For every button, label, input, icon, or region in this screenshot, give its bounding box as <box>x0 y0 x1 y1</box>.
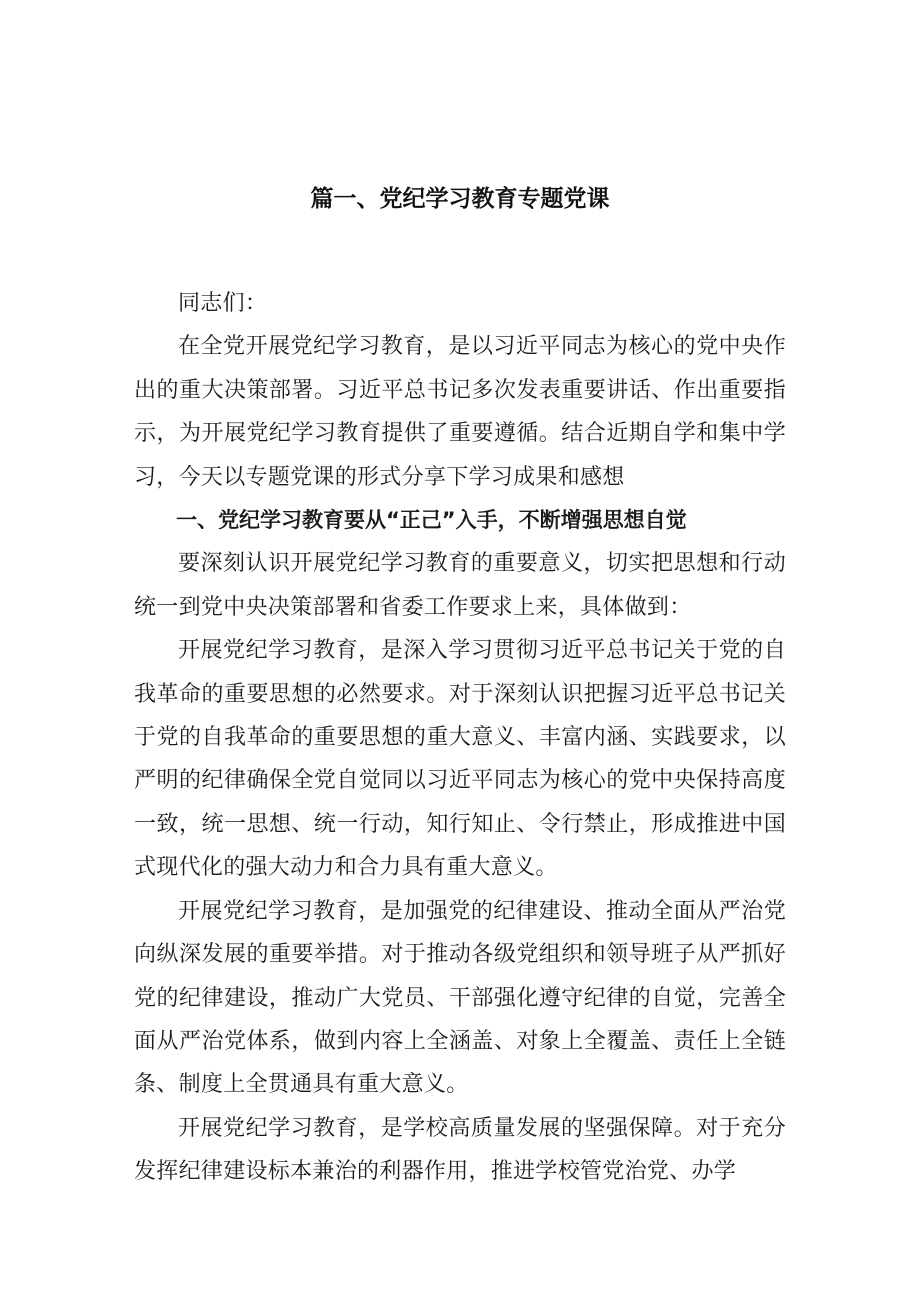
document-body <box>134 282 786 1194</box>
paragraph: 开展党纪学习教育，是深入学习贯彻习近平总书记关于党的自我革命的重要思想的必然要求。对于深刻认识把握习近平总书记关于党的自我革命的重要思想的重大意义、丰富内涵、实践要求，以严明的纪律确保全党自觉同以习近平同志为核心的党中央保持高度一致，统一思想、统一行动，知行知止、令行禁止，形成推进中国式现代化的强大动力和合力具有重大意义。 <box>134 638 786 881</box>
salutation: 同志们： <box>178 291 268 316</box>
document-title: 篇一、党纪学习教育专题党课 <box>310 186 610 212</box>
paragraph: 在全党开展党纪学习教育，是以习近平同志为核心的党中央作出的重大决策部署。习近平总书记多次发表重要讲话、作出重要指示，为开展党纪学习教育提供了重要遵循。结合近期自学和集中学习，今天以专题党课的形式分享下学习成果和感想 <box>134 334 786 490</box>
paragraph: 开展党纪学习教育，是学校高质量发展的坚强保障。对于充分发挥纪律建设标本兼治的利器作用，推进学校管党治党、办学 <box>134 1115 786 1185</box>
paragraph: 开展党纪学习教育，是加强党的纪律建设、推动全面从严治党向纵深发展的重要举措。对于推动各级党组织和领导班子从严抓好党的纪律建设，推动广大党员、干部强化遵守纪律的自觉，完善全面从严治党体系，做到内容上全涵盖、对象上全覆盖、责任上全链条、制度上全贯通具有重大意义。 <box>134 898 786 1098</box>
paragraph: 要深刻认识开展党纪学习教育的重要意义，切实把思想和行动统一到党中央决策部署和省委工作要求上来，具体做到： <box>134 551 786 620</box>
section-heading: 一、党纪学习教育要从“正己”入手，不断增强思想自觉 <box>176 508 687 533</box>
